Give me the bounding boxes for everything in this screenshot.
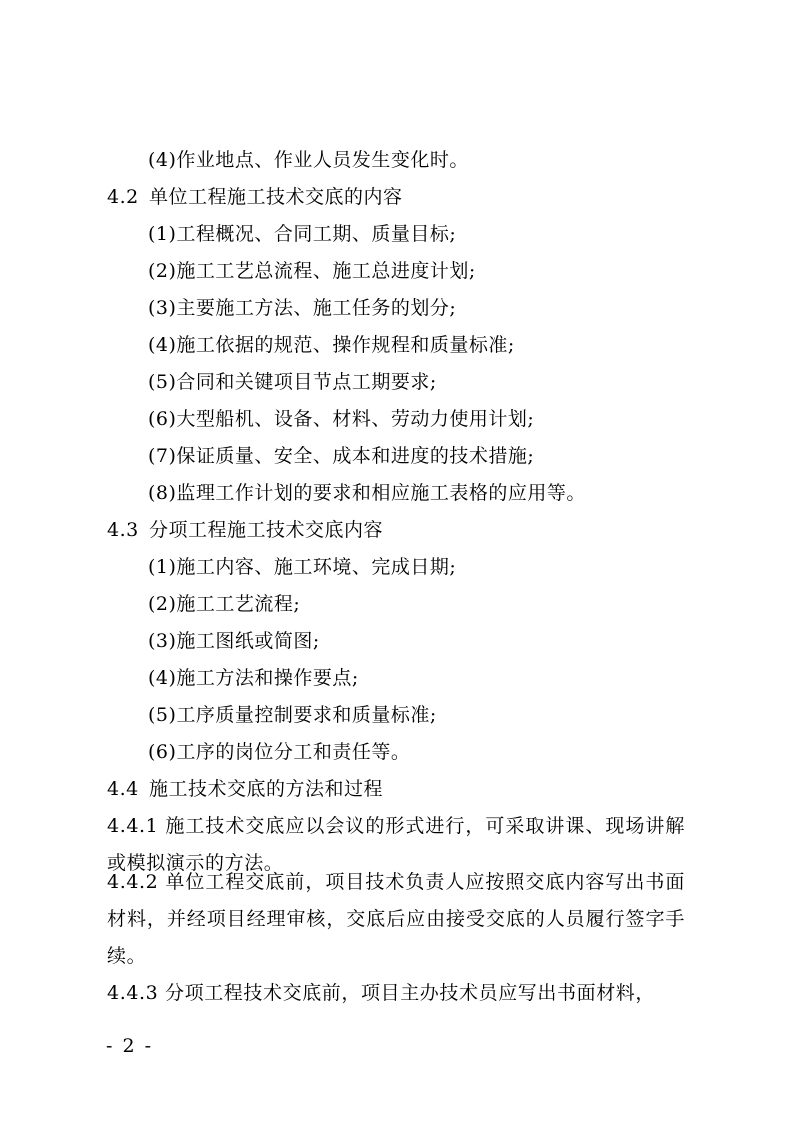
- section-title: 分项工程施工技术交底内容: [149, 519, 384, 541]
- list-item: (4)施工方法和操作要点;: [148, 667, 359, 689]
- section-title: 施工技术交底的方法和过程: [149, 778, 384, 800]
- section-heading-4-3: [107, 518, 383, 542]
- clause-text: 单位工程交底前，项目技术负责人应按照交底内容写出书面材料，并经项目经理审核，交底后应由接受交底的人员履行签字手续。: [107, 871, 685, 967]
- clause-number: 4.4.1: [107, 815, 159, 837]
- list-item: (8)监理工作计划的要求和相应施工表格的应用等。: [148, 482, 586, 504]
- list-item: (5)合同和关键项目节点工期要求;: [148, 371, 437, 393]
- clause-number: 4.4.3: [107, 982, 159, 1004]
- list-item: (6)大型船机、设备、材料、劳动力使用计划;: [148, 408, 535, 430]
- clause-text: 施工技术交底应以会议的形式进行，可采取讲课、现场讲解或模拟演示的方法。: [107, 815, 685, 874]
- list-item: (1)施工内容、施工环境、完成日期;: [148, 556, 457, 578]
- section-number: 4.3: [107, 519, 139, 541]
- clause-4-4-3: [107, 975, 685, 1012]
- section-title: 单位工程施工技术交底的内容: [149, 186, 403, 208]
- section-number: 4.4: [107, 778, 139, 800]
- clause-text: 分项工程技术交底前，项目主办技术员应写出书面材料，: [165, 982, 656, 1004]
- list-item: (4)作业地点、作业人员发生变化时。: [148, 149, 469, 171]
- section-heading-4-2: [107, 185, 403, 209]
- list-item: (2)施工工艺流程;: [148, 593, 301, 615]
- clause-number: 4.4.2: [107, 871, 159, 893]
- list-item: (3)主要施工方法、施工任务的划分;: [148, 297, 457, 319]
- list-item: (4)施工依据的规范、操作规程和质量标准;: [148, 334, 515, 356]
- list-item: (7)保证质量、安全、成本和进度的技术措施;: [148, 445, 535, 467]
- list-item: (3)施工图纸或简图;: [148, 630, 320, 652]
- page-number: - 2 -: [106, 1035, 154, 1057]
- list-item: (1)工程概况、合同工期、质量目标;: [148, 223, 457, 245]
- section-number: 4.2: [107, 186, 139, 208]
- list-item: (6)工序的岗位分工和责任等。: [148, 741, 411, 763]
- list-item: (5)工序质量控制要求和质量标准;: [148, 704, 437, 726]
- clause-4-4-2: [107, 864, 685, 975]
- list-item: (2)施工工艺总流程、施工总进度计划;: [148, 260, 476, 282]
- section-heading-4-4: [107, 777, 383, 801]
